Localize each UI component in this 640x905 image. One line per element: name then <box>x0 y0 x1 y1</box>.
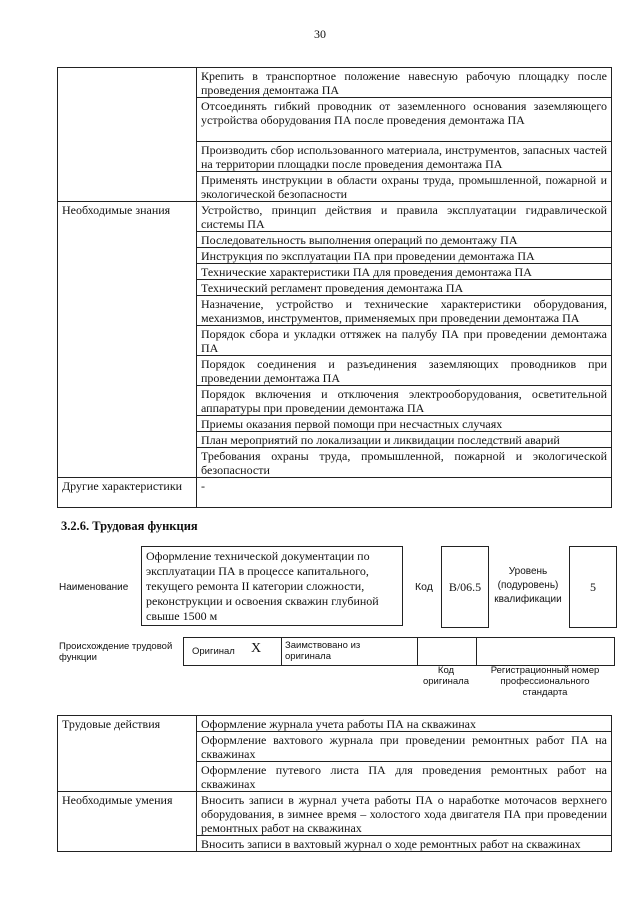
table-row: Крепить в транспортное положение навесную рабочую площадку после проведения демонтажа ПА <box>197 68 612 98</box>
page-number: 30 <box>314 27 326 41</box>
table-row: Порядок сбора и укладки оттяжек на палубу ПА при проведении демонтажа ПА <box>197 326 612 356</box>
table-row: Оформление журнала учета работы ПА на скважинах <box>197 716 612 732</box>
origin-box <box>183 637 615 666</box>
function-name: Оформление технической документации по эксплуатации ПА в процессе капитального, текущего ремонта II категории сложности, реконструкции и освоения скважин глубиной свыше 1500 м <box>141 546 403 626</box>
table-row: Вносить записи в вахтовый журнал о ходе ремонтных работ на скважинах <box>197 836 612 852</box>
actions-table <box>57 715 612 852</box>
code-value: B/06.5 <box>441 546 489 628</box>
table-row: Применять инструкции в области охраны труда, промышленной, пожарной и экологической безопасности <box>197 172 612 202</box>
table-row: Инструкция по эксплуатации ПА при проведении демонтажа ПА <box>197 248 612 264</box>
section-title: 3.2.6. Трудовая функция <box>61 519 198 533</box>
divider <box>476 638 477 665</box>
reg-caption: Регистрационный номер профессионального стандарта <box>490 665 600 698</box>
origin-label: Происхождение трудовой функции <box>59 641 173 663</box>
table-row: Требования охраны труда, промышленной, пожарной и экологической безопасности <box>197 448 612 478</box>
table-row: Порядок включения и отключения электрооборудования, осветительной аппаратуры при проведении демонтажа ПА <box>197 386 612 416</box>
table-row: План мероприятий по локализации и ликвидации последствий аварий <box>197 432 612 448</box>
table-row: Технические характеристики ПА для проведения демонтажа ПА <box>197 264 612 280</box>
table-row: Технический регламент проведения демонтажа ПА <box>197 280 612 296</box>
knowledge-label: Необходимые знания <box>58 202 197 478</box>
skills-label: Необходимые умения <box>58 792 197 852</box>
level-value: 5 <box>569 546 617 628</box>
table-row: Оформление вахтового журнала при проведении ремонтных работ ПА на скважинах <box>197 732 612 762</box>
table-row: Оформление путевого листа ПА для проведения ремонтных работ на скважинах <box>197 762 612 792</box>
actions-label: Трудовые действия <box>58 716 197 792</box>
table-row: Порядок соединения и разъединения заземляющих проводников при проведении демонтажа ПА <box>197 356 612 386</box>
table-row: Производить сбор использованного материала, инструментов, запасных частей на территории площадки после проведения демонтажа ПА <box>197 142 612 172</box>
code-label: Код <box>415 581 433 593</box>
table-row: Вносить записи в журнал учета работы ПА о наработке моточасов верхнего оборудования, в зимнее время – холостого хода двигателя ПА при проведении ремонтных работ на скважинах <box>197 792 612 836</box>
knowledge-table <box>57 67 612 508</box>
level-label: Уровень (подуровень) квалификации <box>494 566 562 605</box>
other-label: Другие характеристики <box>58 478 197 508</box>
continued-label-cell <box>58 68 197 202</box>
table-row: Устройство, принцип действия и правила эксплуатации гидравлической системы ПА <box>197 202 612 232</box>
borrowed-label: Заимствовано из оригинала <box>285 640 361 662</box>
divider <box>417 638 418 665</box>
table-row: Приемы оказания первой помощи при несчастных случаях <box>197 416 612 432</box>
divider <box>281 638 282 665</box>
original-label: Оригинал <box>192 646 235 657</box>
original-mark: X <box>251 641 262 656</box>
code-caption: Код оригинала <box>422 665 469 687</box>
table-row: Последовательность выполнения операций по демонтажу ПА <box>197 232 612 248</box>
table-row: Отсоединять гибкий проводник от заземленного основания заземляющего устройства оборудования ПА после проведения демонтажа ПА <box>197 98 612 142</box>
other-value: - <box>197 478 612 508</box>
table-row: Назначение, устройство и технические характеристики оборудования, механизмов, инструментов, применяемых при проведении демонтажа ПА <box>197 296 612 326</box>
name-label: Наименование <box>59 582 129 593</box>
